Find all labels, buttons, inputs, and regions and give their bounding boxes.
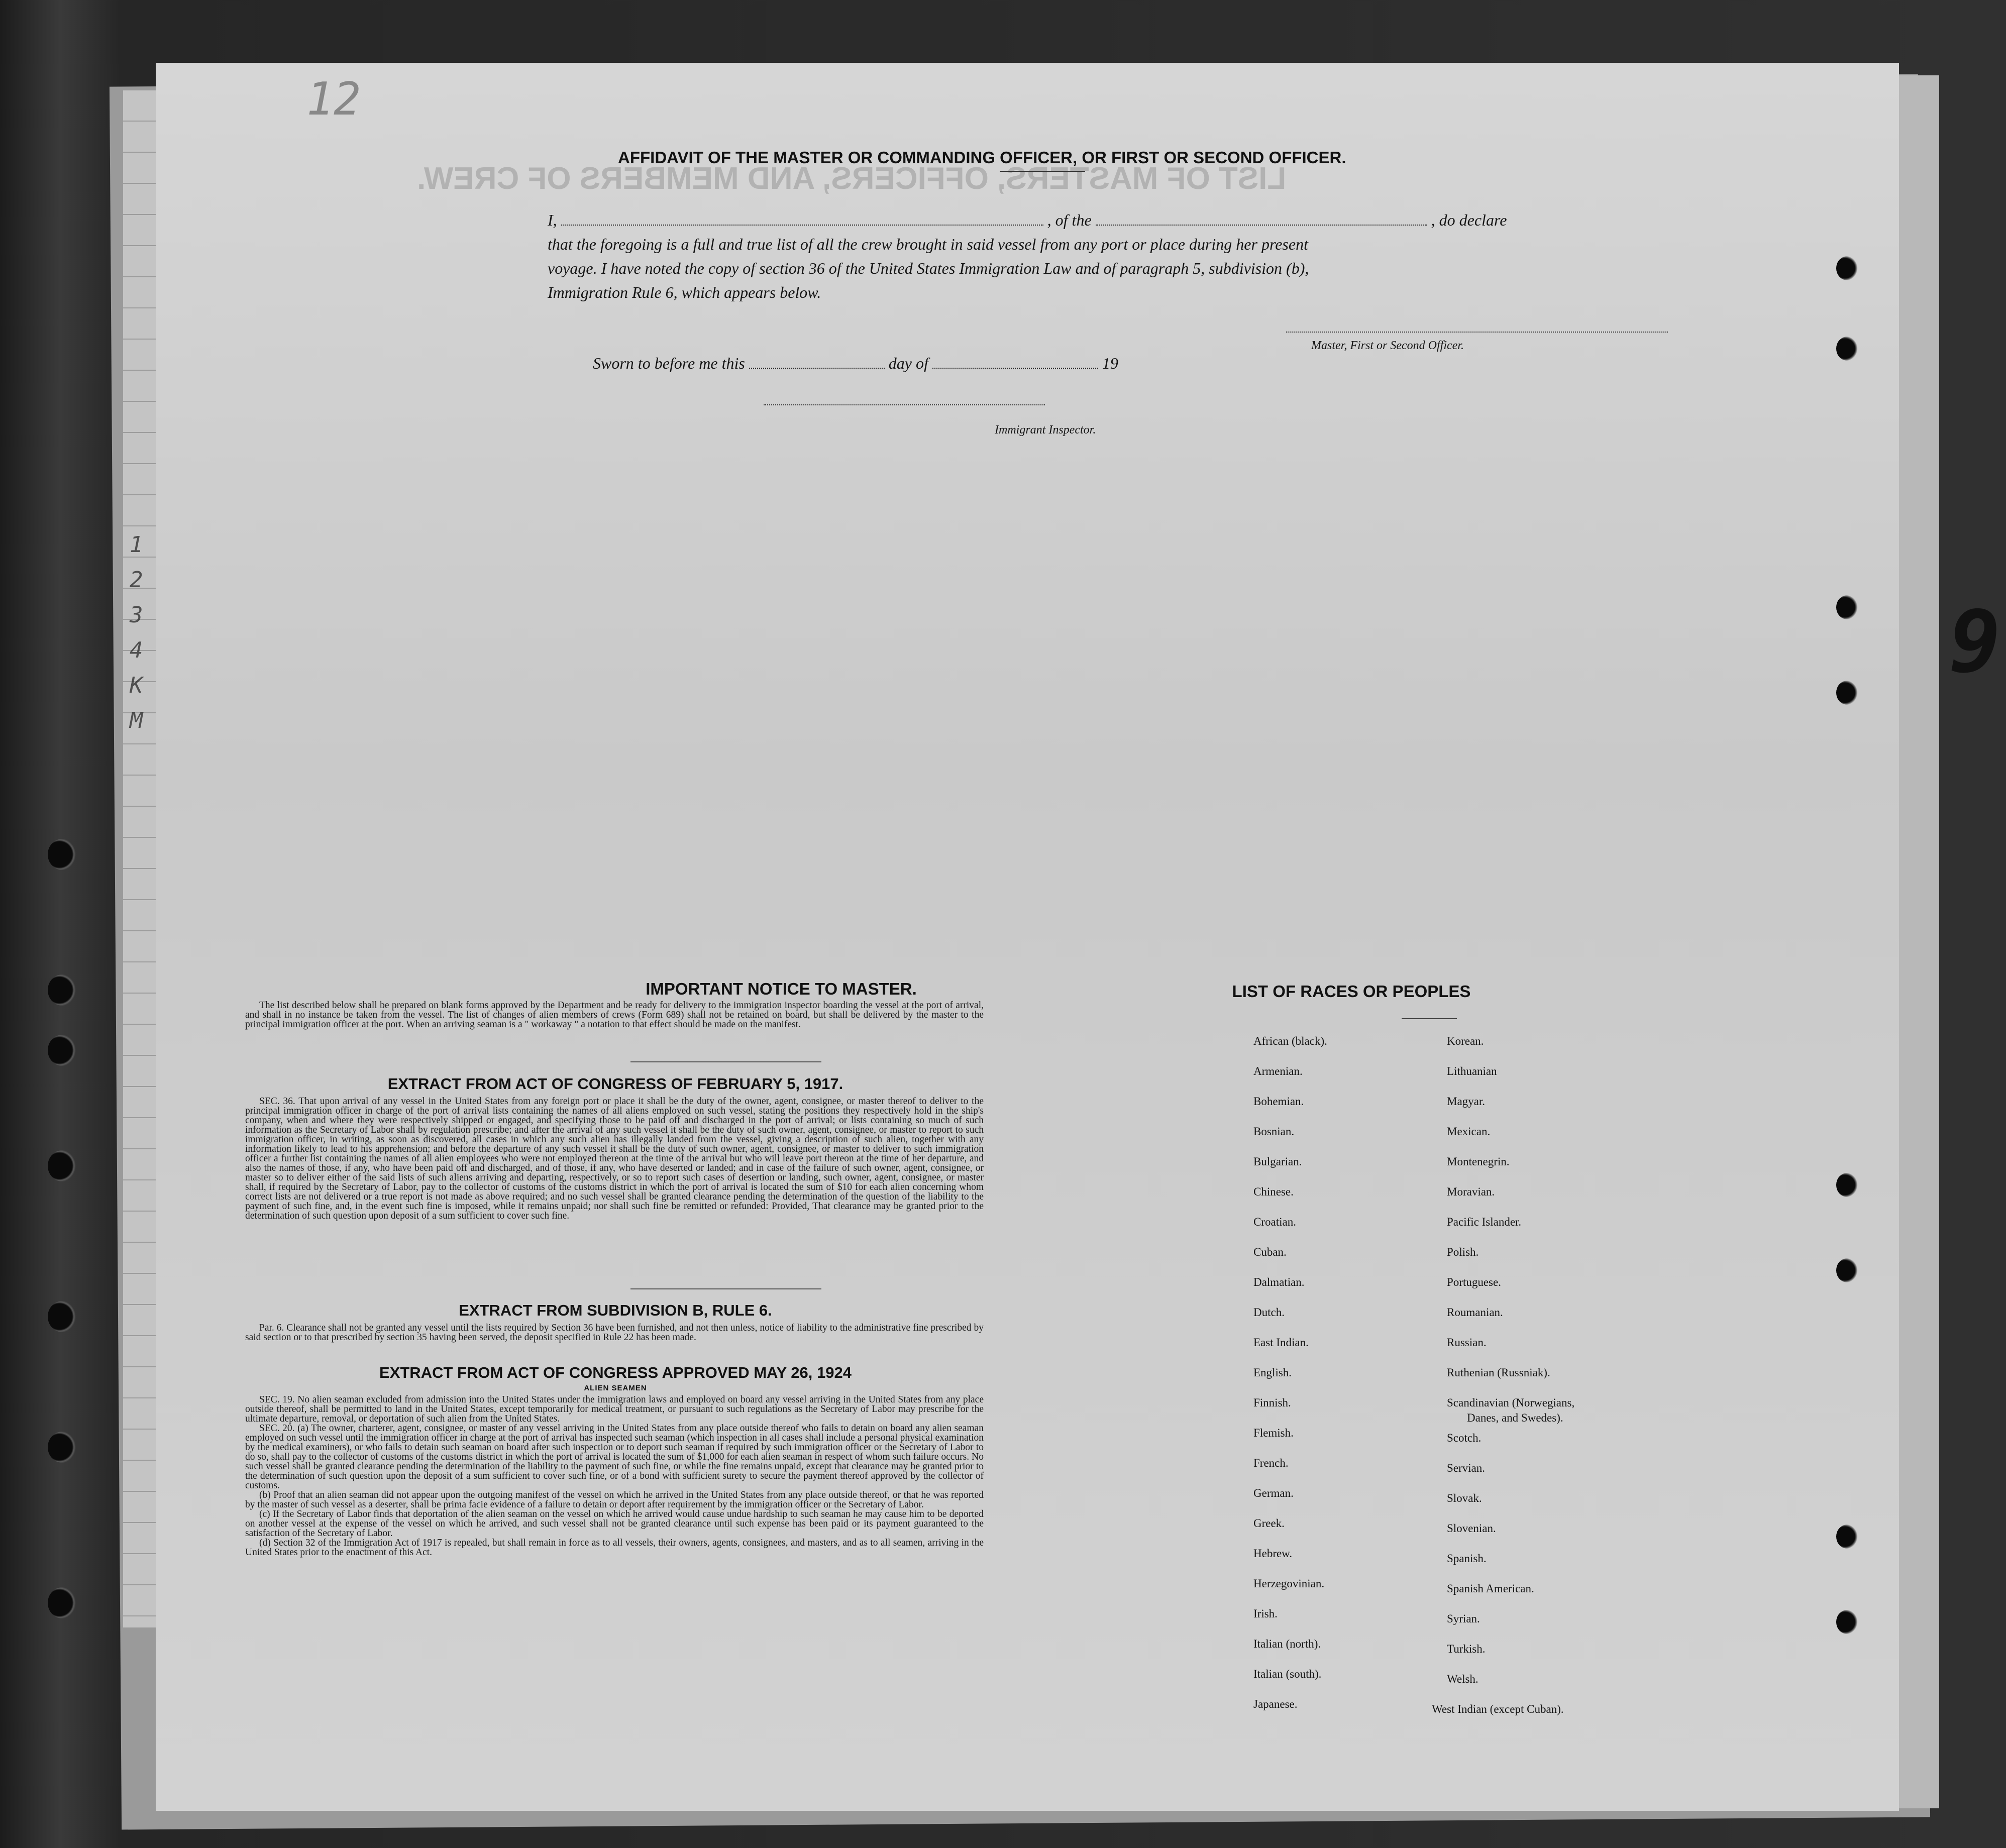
affidavit-line-2: that the foregoing is a full and true list of all the crew brought in said vessel from any port or place during her present <box>548 235 1308 253</box>
handwritten-margin-letters: 1 2 3 4 K M <box>130 532 143 733</box>
race-item: Dutch. <box>1253 1306 1285 1319</box>
binder-hole <box>48 1587 77 1618</box>
race-item: Herzegovinian. <box>1253 1577 1325 1590</box>
race-item: Magyar. <box>1447 1095 1486 1108</box>
affidavit-title-rule <box>1000 171 1085 172</box>
binder-hole <box>48 1301 77 1332</box>
race-item: German. <box>1253 1487 1294 1499</box>
race-item: Montenegrin. <box>1447 1155 1510 1168</box>
race-item: Mexican. <box>1447 1125 1491 1138</box>
race-item: Slovenian. <box>1447 1522 1496 1535</box>
race-item: Scandinavian (Norwegians, <box>1447 1396 1575 1409</box>
race-item: Roumanian. <box>1447 1306 1503 1319</box>
race-item: Croatian. <box>1253 1216 1296 1228</box>
race-item: East Indian. <box>1253 1336 1309 1349</box>
affidavit-line-3: voyage. I have noted the copy of section 36 of the United States Immigration Law and of paragraph 5, subdivision (b), <box>548 259 1309 277</box>
race-item: West Indian (except Cuban). <box>1432 1703 1564 1715</box>
race-item: Servian. <box>1447 1462 1486 1474</box>
races-title-rule <box>1402 1018 1457 1019</box>
binder-hole <box>48 1432 77 1463</box>
race-item: Korean. <box>1447 1035 1484 1047</box>
master-label: Master, First or Second Officer. <box>1311 339 1464 352</box>
inspector-signature-line[interactable] <box>764 404 1045 405</box>
vessel-name-blank[interactable] <box>1096 225 1427 226</box>
extract-rule6-text: Par. 6. Clearance shall not be granted any vessel until the lists required by Section 36 have been furnished, and not then unless, notice of liability to the administrative fine prescribed by said section or to that prescribed by section 35 having been served, the deposit specified in Rule 22 has been made. <box>245 1323 984 1343</box>
race-item: Irish. <box>1253 1607 1278 1620</box>
page-hole <box>1836 1173 1858 1197</box>
race-item: Turkish. <box>1447 1643 1486 1655</box>
extract-1924-title: EXTRACT FROM ACT OF CONGRESS APPROVED MAY 26, 1924 <box>379 1364 852 1381</box>
page-hole <box>1836 1258 1858 1282</box>
sworn-day-of: day of <box>888 354 928 372</box>
race-item: Greek. <box>1253 1517 1285 1530</box>
race-item: Spanish American. <box>1447 1582 1534 1595</box>
sworn-month-blank[interactable] <box>932 368 1098 369</box>
binder-hole <box>48 1150 77 1181</box>
race-item: African (black). <box>1253 1035 1327 1047</box>
affidavit-declare: , do declare <box>1431 211 1507 229</box>
race-item: Ruthenian (Russniak). <box>1447 1366 1550 1379</box>
form-page <box>156 63 1899 1811</box>
page-hole <box>1836 681 1858 705</box>
sworn-year: 19 <box>1102 354 1118 372</box>
race-item: Lithuanian <box>1447 1065 1497 1077</box>
handwritten-margin-number: 9 <box>1949 593 2001 692</box>
extract-1924-text: SEC. 19. No alien seaman excluded from admission into the United States under the immigration laws and employed on board any vessel arriving in the United States from any place outside thereof, shall be permitted to land in the United States, except temporarily for medical treatment, or pursuant to such regulations as the Secretary of Labor may prescribe for the ultimate departure, removal, or deportation of such alien from the United States. SEC. 20. (a) The owner, charterer, agent, consignee, or master of any vessel arriving in the United States from any place outside thereof who fails to detain on board any alien seaman employed on such vessel until the immigration officer in charge at the port of arrival has inspected such seaman (which inspection in all cases shall include a personal physical examination by the medical examiners), or who fails to detain such seaman on board after such inspection or to deport such seaman if required by such immigration officer or the Secretary of Labor to do so, shall pay to the collector of customs of the customs district in which the port of arrival is located the sum of $1,000 for each alien seaman in respect of whom such failure occurs. No such vessel shall be granted clearance pending the determination of the liability to the payment of such fine, or while the fine remains unpaid, except that clearance may be granted prior to the determination of such question upon the deposit of a sum sufficient to cover such fine, or of a bond with sufficient surety to secure the payment thereof approved by the collector of customs. (b) Proof that an alien seaman did not appear upon the outgoing manifest of the vessel on which he arrived in the United States from any place outside thereof, or that he was reported by the master of such vessel as a deserter, shall be prima facie evidence of a failure to detain or deport after requirement by the immigration officer or the Secretary of Labor. (c) If the Secretary of Labor finds that deportation of the alien seaman on the vessel on which he arrived would cause undue hardship to such seaman he may cause him to be deported on another vessel at the expense of the vessel on which he arrived, and such vessel shall not be granted clearance until such expense has been paid or its payment guaranteed to the satisfaction of the Secretary of Labor. (d) Section 32 of the Immigration Act of 1917 is repealed, but shall remain in force as to all vessels, their owners, agents, consignees, and masters, and as to all seamen, arriving in the United States prior to the enactment of this Act. <box>245 1394 984 1558</box>
race-item: Pacific Islander. <box>1447 1216 1522 1228</box>
sworn-day-blank[interactable] <box>749 368 885 369</box>
race-item: French. <box>1253 1457 1289 1469</box>
master-signature-line[interactable] <box>1286 332 1668 333</box>
page-hole <box>1836 1525 1858 1549</box>
race-item: Italian (north). <box>1253 1638 1321 1650</box>
race-item: Bosnian. <box>1253 1125 1295 1138</box>
sworn-prefix: Sworn to before me this <box>593 354 745 372</box>
race-item: Moravian. <box>1447 1185 1495 1198</box>
race-item: English. <box>1253 1366 1292 1379</box>
sworn-line <box>593 354 1118 373</box>
important-notice-text: The list described below shall be prepared on blank forms approved by the Department and be ready for delivery to the immigration inspector boarding the vessel at the port of arrival, and shall in no instance be taken from the vessel. The list of changes of alien members of crews (Form 689) shall not be retained on board, but shall be delivered by the master to the principal immigration officer at the port. When an arriving seaman is a " workaway " a notation to that effect should be made on the manifest. <box>245 1000 984 1030</box>
affidavit-title: AFFIDAVIT OF THE MASTER OR COMMANDING OFFICER, OR FIRST OR SECOND OFFICER. <box>618 148 1346 167</box>
inspector-label: Immigrant Inspector. <box>995 423 1096 437</box>
extract-1924-subtitle: ALIEN SEAMEN <box>584 1384 647 1392</box>
officer-name-blank[interactable] <box>561 225 1043 226</box>
race-item: Slovak. <box>1447 1492 1482 1504</box>
race-item: Italian (south). <box>1253 1668 1322 1680</box>
important-notice-title: IMPORTANT NOTICE TO MASTER. <box>646 980 917 998</box>
notice-rule <box>630 1061 821 1062</box>
race-item: Cuban. <box>1253 1246 1287 1258</box>
race-item: Bulgarian. <box>1253 1155 1302 1168</box>
race-item: Russian. <box>1447 1336 1487 1349</box>
race-item: Japanese. <box>1253 1698 1298 1710</box>
race-item: Hebrew. <box>1253 1547 1293 1560</box>
affidavit-line-4: Immigration Rule 6, which appears below. <box>548 283 821 301</box>
extract-1917-rule <box>630 1288 821 1289</box>
race-item: Bohemian. <box>1253 1095 1304 1108</box>
page-hole <box>1836 595 1858 619</box>
race-item: Chinese. <box>1253 1185 1294 1198</box>
extract-rule6-title: EXTRACT FROM SUBDIVISION B, RULE 6. <box>459 1301 772 1319</box>
race-item: Portuguese. <box>1447 1276 1501 1288</box>
race-item: Dalmatian. <box>1253 1276 1305 1288</box>
extract-1917-text: SEC. 36. That upon arrival of any vessel in the United States from any foreign port or place it shall be the duty of the owner, agent, consignee, or master thereof to deliver to the principal immigration officer in charge of the port of arrival lists containing the names of all aliens employed on such vessel, stating the positions they respectively hold in the ship's company, when and where they were respectively shipped or engaged, and specifying those to be paid off and discharged in the port of arrival; or lists containing so much of such information as the Secretary of Labor shall by regulation prescribe; and after the arrival of any such vessel it shall be the duty of such owner, agent, consignee, or master to report to such immigration officer, in writing, as soon as discovered, all cases in which any such alien has illegally landed from the vessel, giving a description of such alien, together with any information likely to lead to his apprehension; and before the departure of any such vessel it shall be the duty of such owner, agent, consignee, or master to deliver to such immigration officer a further list containing the names of all alien employees who were not employed thereon at the time of the arrival but who will leave port thereon at the time of her departure, and also the names of those, if any, who have been paid off and discharged, and of those, if any, who have deserted or landed; and in case of the failure of such owner, agent, consignee, or master so to deliver either of the said lists of such aliens arriving and departing, respectively, or so to report such cases of desertion or landing, such owner, agent, consignee, or master shall, if required by the Secretary of Labor, pay to the collector of customs of the customs district in which the port of arrival is located the sum of $10 for each alien concerning whom correct lists are not delivered or a true report is not made as above required; and no such vessel shall be granted clearance pending the determination of the question of the liability to the payment of such fine, and, in the event such fine is imposed, while it remains unpaid; nor shall such fine be remitted or refunded: Provided, That clearance may be granted prior to the determination of such question upon deposit of a sum sufficient to cover such fine. <box>245 1096 984 1221</box>
binder-hole <box>48 839 77 870</box>
ghost-bleed-title: LIST OF MASTERS, OFFICERS, AND MEMBERS OF CREW. <box>417 161 1287 196</box>
race-item: Armenian. <box>1253 1065 1303 1077</box>
affidavit-line-1 <box>548 211 1507 230</box>
extract-1917-title: EXTRACT FROM ACT OF CONGRESS OF FEBRUARY 5, 1917. <box>387 1075 843 1093</box>
page-hole <box>1836 337 1858 361</box>
race-item: Syrian. <box>1447 1612 1480 1625</box>
binder-hole <box>48 1035 77 1066</box>
page-hole <box>1836 1610 1858 1634</box>
race-item: Danes, and Swedes). <box>1467 1411 1563 1424</box>
race-item: Polish. <box>1447 1246 1479 1258</box>
race-item: Scotch. <box>1447 1432 1482 1444</box>
race-item: Finnish. <box>1253 1396 1291 1409</box>
page-hole <box>1836 256 1858 280</box>
race-item: Welsh. <box>1447 1673 1479 1685</box>
race-item: Flemish. <box>1253 1427 1294 1439</box>
affidavit-i: I, <box>548 211 557 229</box>
left-margin-strip <box>123 90 158 1627</box>
races-title: LIST OF RACES OR PEOPLES <box>1232 982 1471 1001</box>
race-item: Spanish. <box>1447 1552 1487 1565</box>
handwritten-corner-number: 12 <box>306 73 361 126</box>
affidavit-of-the: , of the <box>1047 211 1092 229</box>
binder-hole <box>48 974 77 1006</box>
